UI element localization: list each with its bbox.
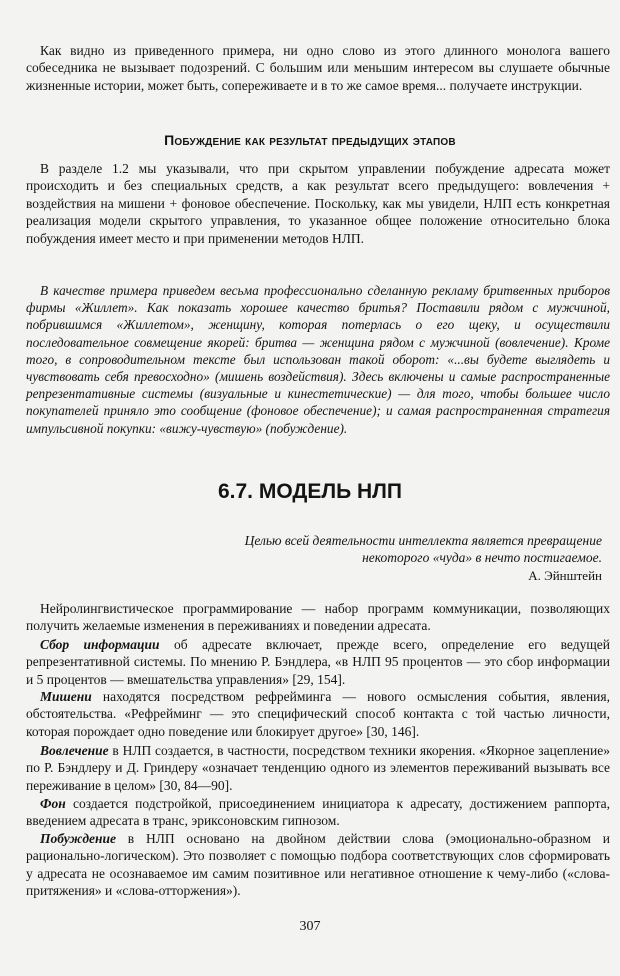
- example-paragraph: В качестве примера приведем весьма профессионально сделанную рекламу бритвенных приборов фирмы «Жиллет». Как показать хорошее качество бритья? Поставили рядом с мужчиной, побрившимся «Жиллетом», женщину, которая потерлась о его щеку, и осуществили последовательное совмещение якорей: бритва — женщина рядом с мужчиной (вовлечение). Кроме того, в сопроводительном тексте был использован такой оборот: «...вы будете выглядеть и чувствовать себя превосходно» (мишень воздействия). Здесь включены и самые распространенные репрезентативные системы (визуальные и кинестетические) — для того, чтобы большее число покупателей приняло это сообщение (фоновое обеспечение); и самая распространенная стратегия импульсивной покупки: «вижу-чувствую» (побуждение).: [26, 283, 610, 436]
- text-background: создается подстройкой, присоединением инициатора к адресату, достижением раппорта, введением адресата в транс, эриксоновским гипнозом.: [26, 796, 610, 829]
- text-motivation: в НЛП основано на двойном действии слова (эмоционально-образном и рационально-логическом). Это позволяет с помощью подбора соответствующих слов сформировать у адресата не осознаваемое им самим позитивное или негативное отношение к чему-либо («слова-притяжения» и «слова-отторжения»).: [26, 831, 610, 899]
- term-involvement: Вовлечение: [40, 743, 109, 758]
- page-number: 307: [299, 919, 321, 934]
- text-info-gathering: об адресате включает, прежде всего, определение его ведущей репрезентативной системы. По мнению Р. Бэндлера, «в НЛП 95 процентов — это сбор информации и 5 процентов — вмешательства управления» [29, 154].: [26, 637, 610, 687]
- block-background: [26, 795, 610, 830]
- nlp-definition-paragraph: Нейролингвистическое программирование — набор программ коммуникации, позволяющих получить желаемые изменения в переживаниях и поведении адресата.: [26, 601, 610, 634]
- chapter-heading: 6.7. МОДЕЛЬ НЛП: [217, 480, 403, 503]
- text-targets: находятся посредством рефрейминга — нового осмысления события, явления, обстоятельства. «Рефрейминг — это специфический способ контакта с той частью личности, которая порождает одно поведение или блокирует другое» [30, 146].: [26, 689, 610, 739]
- section-paragraph: В разделе 1.2 мы указывали, что при скрытом управлении побуждение адресата может происходить и без специальных средств, а как результат всего предыдущего: вовлечения + воздействия на мишени + фоновое обеспечение. Поскольку, как мы увидели, НЛП есть конкретная реализация модели скрытого управления, то указанное общее положение относительно блока побуждения имеет место и при применении методов НЛП.: [26, 161, 610, 246]
- intro-paragraph: Как видно из приведенного примера, ни одно слово из этого длинного монолога вашего собеседника не вызывает подозрений. С большим или меньшим интересом вы слушаете обычные жизненные истории, может быть, сопереживаете и в то же самое время... получаете инструкции.: [26, 43, 610, 93]
- epigraph-quote: Целью всей деятельности интеллекта является превращение некоторого «чуда» в нечто постигаемое.: [244, 533, 602, 566]
- term-info-gathering: Сбор информации: [40, 637, 160, 652]
- text-involvement: в НЛП создается, в частности, посредством техники якорения. «Якорное зацепление» по Р. Бэндлеру и Д. Гриндеру «означает тенденцию одного из элементов переживаний вызывать все переживание в целом» [30, 84—90].: [26, 743, 610, 793]
- block-targets: [26, 688, 610, 740]
- block-motivation: [26, 830, 610, 900]
- section-heading: Побуждение как результат предыдущих этапов: [164, 132, 456, 148]
- term-targets: Мишени: [40, 689, 92, 704]
- block-involvement: [26, 742, 610, 794]
- block-info-gathering: [26, 636, 610, 688]
- term-background: Фон: [40, 796, 66, 811]
- epigraph-author: А. Эйнштейн: [528, 568, 602, 583]
- term-motivation: Побуждение: [40, 831, 117, 846]
